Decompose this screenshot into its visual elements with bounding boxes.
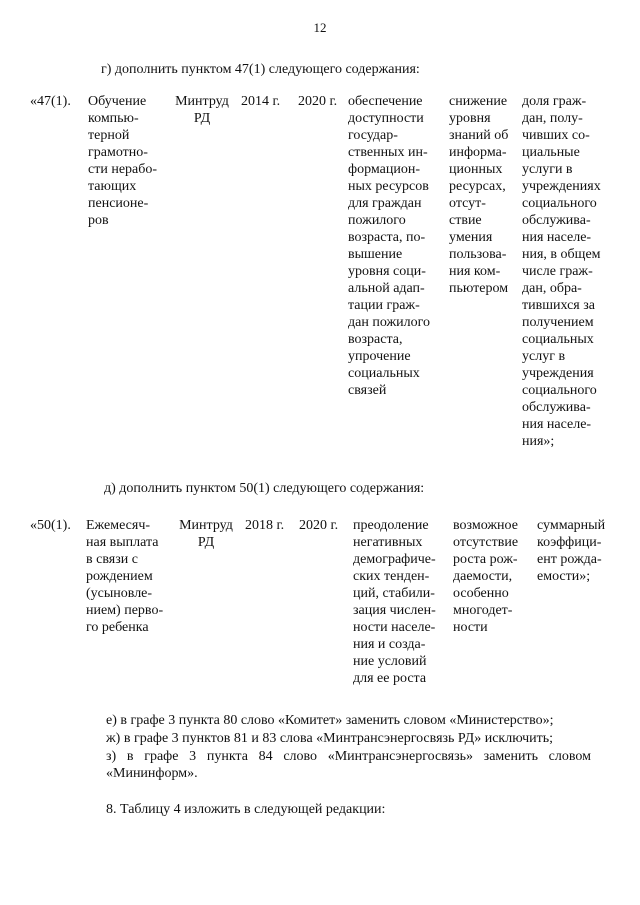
cell-line: Минтруд [175, 94, 229, 109]
cell-line: отсутствие [453, 535, 519, 550]
cell-line: ент рожда- [537, 552, 602, 567]
cell-line: снижение [449, 94, 508, 109]
justified-word: словом [548, 749, 591, 764]
row-start-year: 2018 г. [245, 518, 285, 533]
cell-line: пенсионе- [88, 196, 149, 211]
cell-line: ности населе- [353, 620, 436, 635]
cell-line: упрочение [348, 349, 411, 364]
cell-line: ния, в общем [522, 247, 601, 262]
row-end-year: 2020 г. [298, 94, 338, 109]
cell-line: ния и созда- [353, 637, 426, 652]
row-name [88, 93, 157, 229]
cell-line: вышение [348, 247, 403, 262]
justified-word: заменить [483, 749, 538, 764]
cell-line: ности [453, 620, 488, 635]
justified-word: «Минтрансэнергосвязь» [327, 749, 473, 764]
item-d-intro: д) дополнить пунктом 50(1) следующего содержания: [104, 481, 425, 496]
cell-line: рождением [86, 569, 153, 584]
justified-word: 84 [258, 749, 273, 764]
cell-line: возможное [453, 518, 518, 533]
justified-word: 3 [189, 749, 197, 764]
cell-line: услуги в [522, 162, 573, 177]
justified-word: в [126, 749, 134, 764]
cell-line: го ребенка [86, 620, 149, 635]
justified-word: з) [106, 749, 117, 764]
cell-line: уровня [449, 111, 491, 126]
cell-line: суммарный [537, 518, 606, 533]
cell-line: пользова- [449, 247, 507, 262]
cell-line: формацион- [348, 162, 420, 177]
cell-line: ционных [449, 162, 503, 177]
cell-line: обеспечение [348, 94, 423, 109]
item-z-line-1 [106, 748, 591, 765]
cell-line: связей [348, 383, 387, 398]
cell-line: терной [88, 128, 130, 143]
cell-line: учреждения [522, 366, 594, 381]
cell-line: социальных [348, 366, 420, 381]
cell-line: РД [193, 111, 211, 126]
row-end-year: 2020 г. [299, 518, 339, 533]
cell-line: социального [522, 196, 597, 211]
cell-line: социального [522, 383, 597, 398]
cell-line: Ежемесяч- [86, 518, 151, 533]
cell-line: отсут- [449, 196, 486, 211]
page-number: 12 [313, 20, 327, 35]
cell-line: циальные [522, 145, 580, 160]
cell-line: дан, полу- [522, 111, 583, 126]
cell-line: знаний об [449, 128, 509, 143]
cell-line: доступности [348, 111, 424, 126]
cell-line: дан пожилого [348, 315, 431, 330]
cell-line: ния населе- [522, 230, 592, 245]
cell-line: особенно [453, 586, 509, 601]
row-indicator [522, 93, 601, 450]
cell-line: ров [88, 213, 109, 228]
cell-line: Обучение [88, 94, 147, 109]
cell-line: тающих [88, 179, 137, 194]
item-z-line-2: «Мининформ». [106, 766, 198, 781]
cell-line: информа- [449, 145, 507, 160]
row-executor [176, 517, 236, 551]
cell-line: сти нерабо- [88, 162, 158, 177]
cell-line: обслужива- [522, 400, 591, 415]
cell-line: коэффици- [537, 535, 602, 550]
cell-line: негативных [353, 535, 423, 550]
cell-line: Минтруд [179, 518, 233, 533]
cell-line: умения [449, 230, 493, 245]
cell-line: числе граж- [522, 264, 593, 279]
cell-line: тации граж- [348, 298, 420, 313]
cell-line: в связи с [86, 552, 138, 567]
cell-line: услуг в [522, 349, 566, 364]
cell-line: доля граж- [522, 94, 587, 109]
cell-line: емости»; [537, 569, 591, 584]
cell-line: преодоление [353, 518, 429, 533]
cell-line: грамотно- [88, 145, 148, 160]
row-start-year: 2014 г. [241, 94, 281, 109]
cell-line: государ- [348, 128, 398, 143]
justified-word: графе [144, 749, 179, 764]
row-risk [453, 517, 518, 636]
cell-line: возраста, [348, 332, 403, 347]
cell-line: ния»; [522, 434, 555, 449]
justified-word: слово [283, 749, 318, 764]
row-indicator [537, 517, 605, 585]
item-8: 8. Таблицу 4 изложить в следующей редакции: [106, 802, 386, 817]
cell-line: (усыновле- [86, 586, 153, 601]
cell-line: ственных ин- [348, 145, 428, 160]
row-goal [353, 517, 436, 687]
cell-line: уровня соци- [348, 264, 426, 279]
row-executor [172, 93, 232, 127]
cell-line: зация числен- [353, 603, 436, 618]
item-zh: ж) в графе 3 пунктов 81 и 83 слова «Минтрансэнергосвязь РД» исключить; [106, 731, 554, 746]
cell-line: пьютером [449, 281, 509, 296]
cell-line: ствие [449, 213, 482, 228]
cell-line: дан, обра- [522, 281, 582, 296]
cell-line: РД [197, 535, 215, 550]
row-name [86, 517, 163, 636]
cell-line: ния ком- [449, 264, 501, 279]
cell-line: обслужива- [522, 213, 591, 228]
cell-line: ресурсах, [449, 179, 506, 194]
cell-line: компью- [88, 111, 139, 126]
cell-line: многодет- [453, 603, 513, 618]
cell-line: ций, стабили- [353, 586, 435, 601]
cell-line: учреждениях [522, 179, 601, 194]
cell-line: ния населе- [522, 417, 592, 432]
cell-line: социальных [522, 332, 594, 347]
row-number: «50(1). [30, 518, 71, 533]
cell-line: тившихся за [522, 298, 595, 313]
cell-line: получением [522, 315, 594, 330]
row-goal [348, 93, 430, 399]
cell-line: ние условий [353, 654, 427, 669]
row-risk [449, 93, 508, 297]
row-number: «47(1). [30, 94, 71, 109]
cell-line: альной адап- [348, 281, 425, 296]
cell-line: даемости, [453, 569, 513, 584]
cell-line: для граждан [348, 196, 422, 211]
cell-line: возраста, по- [348, 230, 426, 245]
cell-line: демографиче- [353, 552, 436, 567]
item-e: е) в графе 3 пункта 80 слово «Комитет» заменить словом «Министерство»; [106, 713, 554, 728]
cell-line: для ее роста [353, 671, 427, 686]
item-g-intro: г) дополнить пунктом 47(1) следующего содержания: [101, 62, 420, 77]
justified-word: пункта [206, 749, 248, 764]
cell-line: пожилого [348, 213, 406, 228]
cell-line: чивших со- [522, 128, 590, 143]
cell-line: нием) перво- [86, 603, 164, 618]
cell-line: роста рож- [453, 552, 518, 567]
cell-line: ных ресурсов [348, 179, 429, 194]
cell-line: ских тенден- [353, 569, 430, 584]
cell-line: ная выплата [86, 535, 159, 550]
